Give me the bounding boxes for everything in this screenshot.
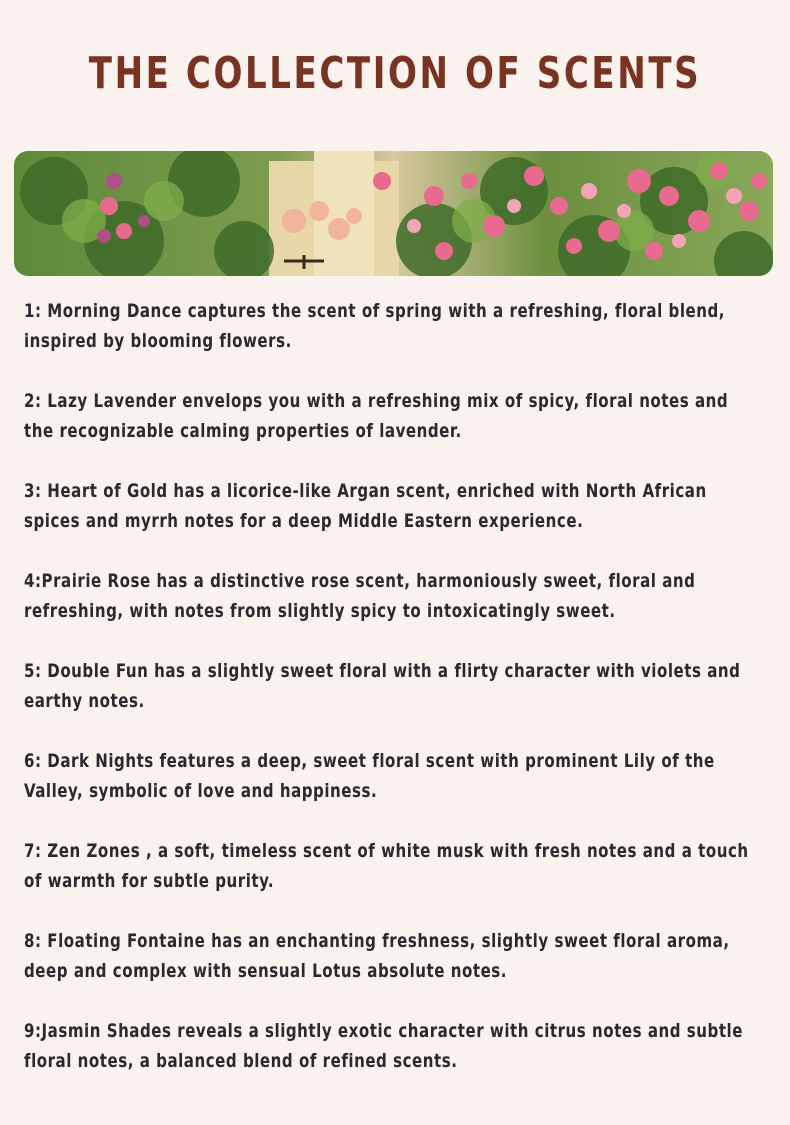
scent-list <box>24 296 774 1106</box>
scent-item-5: 5: Double Fun has a slightly sweet floral with a flirty character with violets and earthy notes. <box>24 660 741 712</box>
scent-item-8: 8: Floating Fontaine has an enchanting freshness, slightly sweet floral aroma, deep and complex with sensual Lotus absolute notes. <box>24 930 730 982</box>
scent-item-4: 4:Prairie Rose has a distinctive rose scent, harmoniously sweet, floral and refreshing, with notes from slightly spicy to intoxicatingly sweet. <box>24 570 696 622</box>
page-title: THE COLLECTION OF SCENTS <box>88 48 702 99</box>
scent-item-1: 1: Morning Dance captures the scent of spring with a refreshing, floral blend, inspired by blooming flowers. <box>24 300 726 352</box>
scent-item-6: 6: Dark Nights features a deep, sweet floral scent with prominent Lily of the Valley, symbolic of love and happiness. <box>24 750 715 802</box>
scent-item-9: 9:Jasmin Shades reveals a slightly exotic character with citrus notes and subtle floral notes, a balanced blend of refined scents. <box>24 1020 743 1072</box>
rose-garden-banner-image <box>14 151 773 276</box>
scent-item-2: 2: Lazy Lavender envelops you with a refreshing mix of spicy, floral notes and the recognizable calming properties of lavender. <box>24 390 729 442</box>
scent-item-3: 3: Heart of Gold has a licorice-like Argan scent, enriched with North African spices and myrrh notes for a deep Middle Eastern experience. <box>24 480 707 532</box>
scent-item-7: 7: Zen Zones , a soft, timeless scent of white musk with fresh notes and a touch of warmth for subtle purity. <box>24 840 749 892</box>
